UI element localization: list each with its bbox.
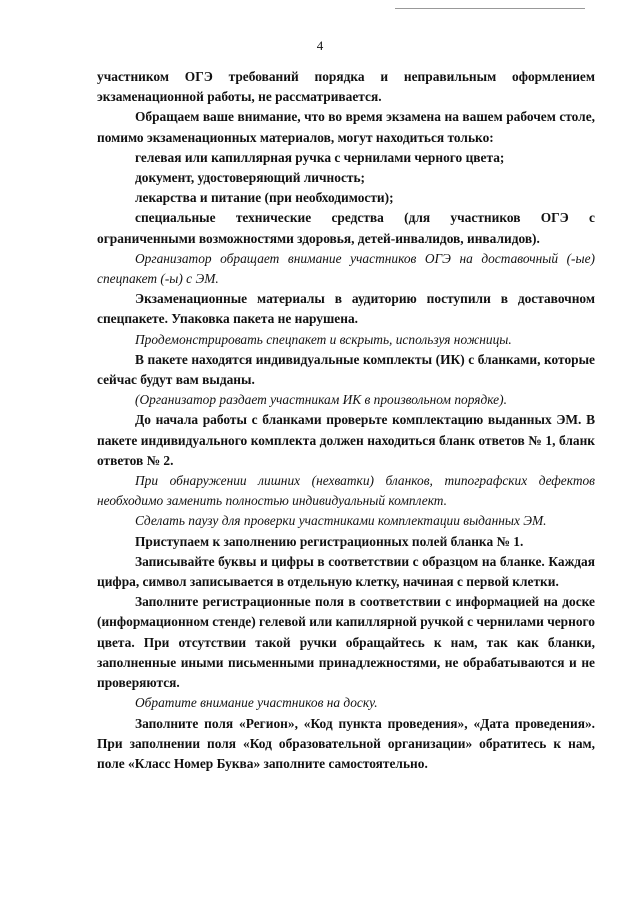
top-rule — [395, 8, 585, 9]
paragraph-5: В пакете находятся индивидуальные комплекты (ИК) с бланками, которые сейчас будут вам выданы. — [97, 351, 595, 388]
list-item-2: документ, удостоверяющий личность; — [135, 170, 366, 186]
instruction-4: При обнаружении лишних (нехватки) бланков, типографских дефектов необходимо заменить полностью индивидуальный комплект. — [97, 473, 595, 509]
instruction-6: Обратите внимание участников на доску. — [135, 695, 378, 711]
list-item-1: гелевая или капиллярная ручка с чернилами черного цвета; — [135, 149, 505, 165]
paragraph-2: Обращаем ваше внимание, что во время экзамена на вашем рабочем столе, помимо экзаменационных материалов, могут находиться только: — [97, 109, 595, 145]
instruction-5: Сделать паузу для проверки участниками комплектации выданных ЭМ. — [135, 513, 547, 529]
paragraph-4: Экзаменационные материалы в аудиторию поступили в доставочном спецпакете. Упаковка пакета не нарушена. — [97, 291, 595, 327]
paragraph-3: специальные технические средства (для участников ОГЭ с ограниченными возможностями здоровья, детей-инвалидов, инвалидов). — [97, 210, 595, 246]
instruction-2: Продемонстрировать спецпакет и вскрыть, используя ножницы. — [135, 331, 512, 347]
paragraph-9: Заполните регистрационные поля в соответствии с информацией на доске (информационном стенде) гелевой или капиллярной ручкой с чернилами черного цвета. При отсутствии такой ручки обращайтесь к нам, так как бланки, заполненные иными письменными принадлежностями, не обрабатываются и не проверяются. — [97, 594, 595, 691]
paragraph-6: До начала работы с бланками проверьте комплектацию выданных ЭМ. В пакете индивидуального комплекта должен находиться бланк ответов № 1, бланк ответов № 2. — [97, 412, 595, 468]
paragraph-1: участником ОГЭ требований порядка и неправильным оформлением экзаменационной работы, не рассматривается. — [97, 69, 595, 105]
paragraph-10: Заполните поля «Регион», «Код пункта проведения», «Дата проведения». При заполнении поля «Код образовательной организации» обратитесь к нам, поле «Класс Номер Буква» заполните самостоятельно. — [97, 715, 595, 771]
document-body — [97, 67, 595, 774]
page-number: 4 — [316, 38, 324, 53]
paragraph-7: Приступаем к заполнению регистрационных полей бланка № 1. — [135, 533, 524, 549]
instruction-3: (Организатор раздает участникам ИК в произвольном порядке). — [135, 392, 507, 408]
instruction-1: Организатор обращает внимание участников ОГЭ на доставочный (-ые) спецпакет (-ы) с ЭМ. — [97, 250, 595, 287]
paragraph-8: Записывайте буквы и цифры в соответствии с образцом на бланке. Каждая цифра, символ записывается в отдельную клетку, начиная с первой клетки. — [97, 553, 595, 590]
list-item-3: лекарства и питание (при необходимости); — [135, 190, 394, 206]
